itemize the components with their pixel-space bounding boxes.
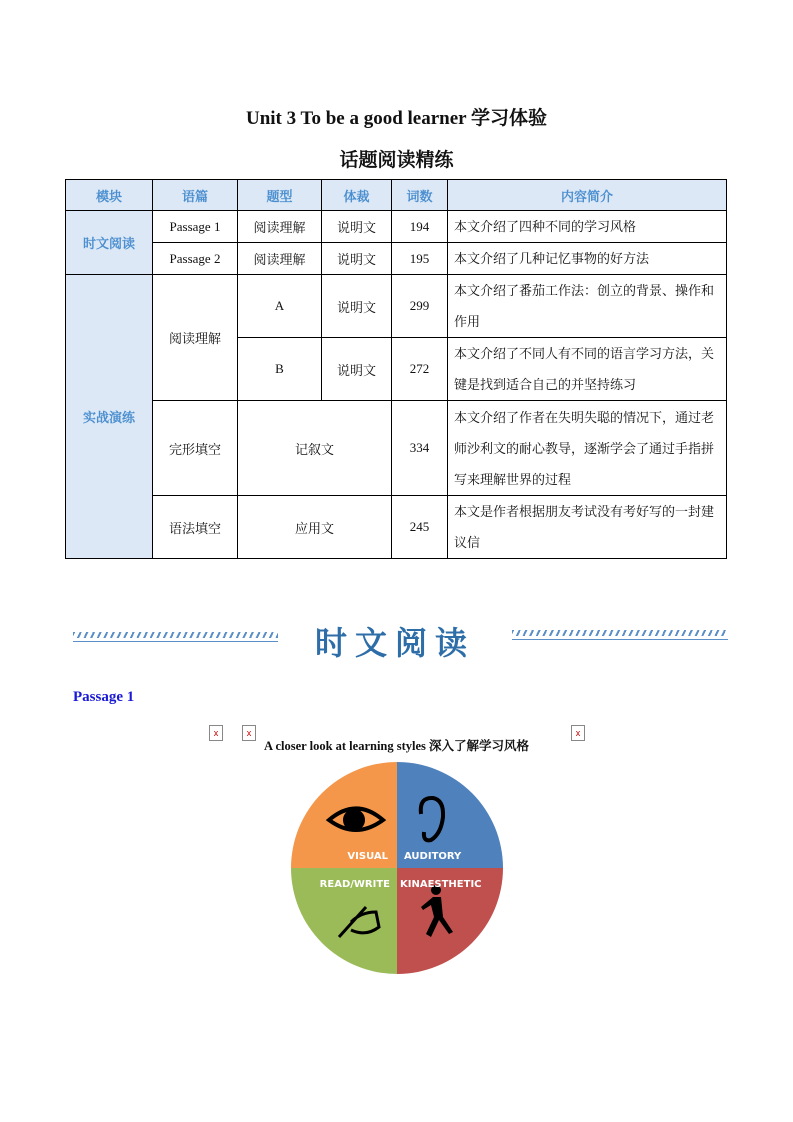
words-cell: 334: [392, 401, 448, 496]
table-row: [66, 243, 727, 275]
type-cell: A: [238, 275, 322, 338]
text-cell: 语法填空: [153, 496, 238, 559]
table-row: [66, 211, 727, 243]
table-row: [66, 496, 727, 559]
genre-cell: 说明文: [322, 338, 392, 401]
type-cell: B: [238, 338, 322, 401]
desc-cell: 本文是作者根据朋友考试没有考好写的一封建议信: [448, 496, 727, 559]
label-visual: VISUAL: [347, 851, 388, 862]
desc-cell: 本文介绍了作者在失明失聪的情况下，通过老师沙利文的耐心教导，逐渐学会了通过手指拼写来理解世界的过程: [448, 401, 727, 496]
label-auditory: AUDITORY: [404, 851, 462, 862]
text-cell: Passage 2: [153, 243, 238, 275]
module-cell: 时文阅读: [66, 211, 153, 275]
label-kinaesthetic: KINAESTHETIC: [400, 879, 482, 890]
document-subtitle: 话题阅读精练: [339, 150, 454, 171]
desc-cell: 本文介绍了不同人有不同的语言学习方法，关键是找到适合自己的并坚持练习: [448, 338, 727, 401]
words-cell: 272: [392, 338, 448, 401]
learning-styles-figure: [291, 762, 503, 974]
module-cell: 实战演练: [66, 275, 153, 559]
section-divider-right: [512, 630, 728, 642]
type-cell: 阅读理解: [238, 243, 322, 275]
desc-cell: 本文介绍了番茄工作法：创立的背景、操作和作用: [448, 275, 727, 338]
section-title: 时文阅读: [314, 624, 475, 662]
broken-image-icon: x: [209, 725, 223, 741]
header-cell: 题型: [238, 180, 322, 211]
header-cell: 词数: [392, 180, 448, 211]
genre-cell: 应用文: [238, 496, 392, 559]
overview-table: [65, 179, 727, 559]
text-cell: Passage 1: [153, 211, 238, 243]
header-cell: 语篇: [153, 180, 238, 211]
words-cell: 245: [392, 496, 448, 559]
passage-label: Passage 1: [73, 689, 135, 705]
table-row: [66, 275, 727, 338]
table-row: [66, 401, 727, 496]
header-cell: 内容简介: [448, 180, 727, 211]
desc-cell: 本文介绍了四种不同的学习风格: [448, 211, 727, 243]
broken-image-icon: x: [242, 725, 256, 741]
header-cell: 模块: [66, 180, 153, 211]
genre-cell: 说明文: [322, 275, 392, 338]
genre-cell: 说明文: [322, 243, 392, 275]
figure-caption: A closer look at learning styles 深入了解学习风格: [264, 739, 530, 753]
header-cell: 体裁: [322, 180, 392, 211]
document-title: Unit 3 To be a good learner 学习体验: [245, 108, 548, 129]
table-header-row: [66, 180, 727, 211]
desc-cell: 本文介绍了几种记忆事物的好方法: [448, 243, 727, 275]
words-cell: 195: [392, 243, 448, 275]
text-cell: 阅读理解: [153, 275, 238, 401]
type-cell: 阅读理解: [238, 211, 322, 243]
broken-image-icon: x: [571, 725, 585, 741]
genre-cell: 记叙文: [238, 401, 392, 496]
text-cell: 完形填空: [153, 401, 238, 496]
words-cell: 194: [392, 211, 448, 243]
genre-cell: 说明文: [322, 211, 392, 243]
label-readwrite: READ/WRITE: [319, 879, 390, 890]
section-divider-left: [73, 632, 278, 644]
words-cell: 299: [392, 275, 448, 338]
